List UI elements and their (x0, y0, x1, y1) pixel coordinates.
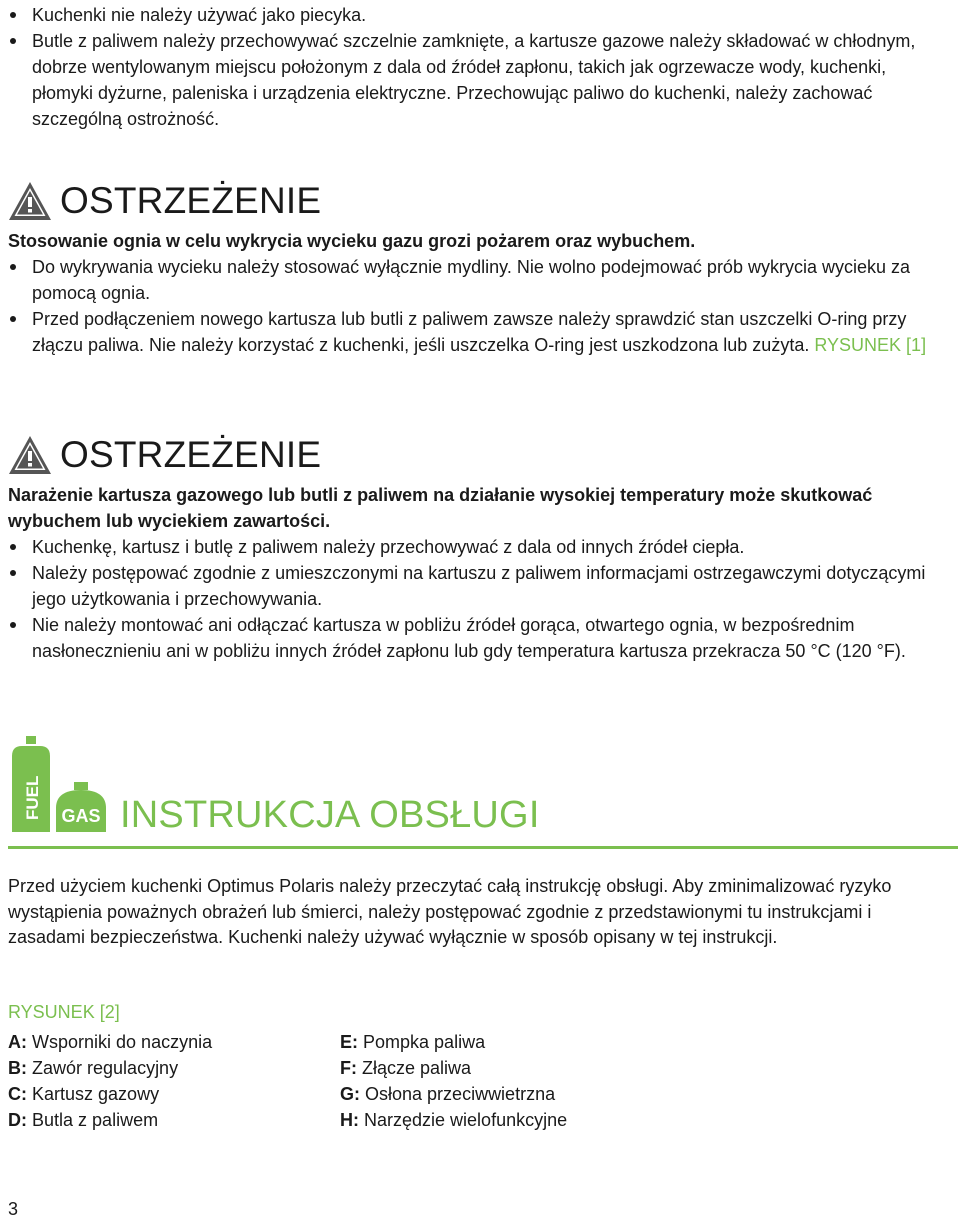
part-label: Złącze paliwa (362, 1058, 472, 1078)
instructions-header (8, 736, 958, 848)
warning-bullet-list (0, 534, 953, 664)
list-item: Nie należy montować ani odłączać kartusza w pobliżu źródeł gorąca, otwartego ognia, w bezpośrednim nasłonecznieniu ani w pobliżu innych źródeł zapłonu lub gdy temperatura kartusza przekracza 50 °C (120 °F). (0, 612, 953, 664)
part-key: F: (340, 1058, 357, 1078)
part-label: Osłona przeciwwietrzna (365, 1084, 556, 1104)
part-label: Kartusz gazowy (32, 1084, 160, 1104)
part-label: Butla z paliwem (32, 1110, 159, 1130)
fuel-gas-icon (8, 736, 118, 836)
part-key: E: (340, 1032, 358, 1052)
part-key: C: (8, 1084, 27, 1104)
warning-title: OSTRZEŻENIE (60, 434, 322, 475)
figure-label: RYSUNEK [2] (8, 1002, 120, 1022)
list-item: Kuchenkę, kartusz i butlę z paliwem należy przechowywać z dala od innych źródeł ciepła. (0, 534, 953, 560)
warning-section-heat (8, 432, 953, 664)
warning-header (8, 432, 953, 478)
warning-header (8, 178, 953, 224)
warning-lead: Stosowanie ognia w celu wykrycia wycieku gazu grozi pożarem oraz wybuchem. (8, 231, 696, 251)
badge-gas-label: GAS (61, 806, 101, 826)
parts-list-right (340, 1029, 760, 1133)
list-item-text: Przed podłączeniem nowego kartusza lub butli z paliwem zawsze należy sprawdzić stan uszczelki O-ring przy złączu paliwa. Nie należy korzystać z kuchenki, jeśli uszczelka O-ring jest uszkodzona lub zużyta. (32, 309, 907, 355)
part-item (340, 1081, 760, 1107)
part-item (8, 1081, 328, 1107)
part-label: Wsporniki do naczynia (32, 1032, 213, 1052)
parts-list-left (8, 1029, 328, 1133)
badge-fuel-label: FUEL (23, 775, 42, 820)
list-item: Do wykrywania wycieku należy stosować wyłącznie mydliny. Nie wolno podejmować prób wykrycia wycieku za pomocą ognia. (0, 254, 953, 306)
part-label: Zawór regulacyjny (32, 1058, 179, 1078)
part-item (8, 1055, 328, 1081)
intro-paragraph: Przed użyciem kuchenki Optimus Polaris należy przeczytać całą instrukcję obsługi. Aby zminimalizować ryzyko wystąpienia poważnych obrażeń lub śmierci, należy postępować zgodnie z przedstawionymi tu instrukcjami i zasadami bezpieczeństwa. Kuchenki należy używać wyłącznie w sposób opisany w tej instrukcji. (8, 876, 892, 947)
warning-section-gas-leak (8, 178, 953, 358)
part-item (8, 1029, 328, 1055)
part-key: A: (8, 1032, 27, 1052)
part-label: Narzędzie wielofunkcyjne (364, 1110, 568, 1130)
warning-triangle-icon (8, 181, 52, 221)
warning-bullet-list (0, 254, 953, 358)
page-number: 3 (8, 1199, 19, 1219)
list-item: Butle z paliwem należy przechowywać szczelnie zamknięte, a kartusze gazowe należy składować w chłodnym, dobrze wentylowanym miejscu położonym z dala od źródeł zapłonu, takich jak ogrzewacze wody, kuchenki, płomyki dyżurne, paleniska i urządzenia elektryczne. Przechowując paliwo do kuchenki, należy zachować szczególną ostrożność. (0, 28, 950, 132)
warning-lead: Narażenie kartusza gazowego lub butli z paliwem na działanie wysokiej temperatury może skutkować wybuchem lub wyciekiem zawartości. (8, 485, 873, 531)
list-item (0, 306, 953, 358)
part-key: B: (8, 1058, 27, 1078)
part-item (8, 1107, 328, 1133)
warning-title: OSTRZEŻENIE (60, 180, 322, 221)
section-divider (8, 846, 958, 849)
part-item (340, 1029, 760, 1055)
part-key: G: (340, 1084, 360, 1104)
part-key: D: (8, 1110, 27, 1130)
warning-triangle-icon (8, 435, 52, 475)
section-title: INSTRUKCJA OBSŁUGI (120, 794, 540, 836)
top-bullet-list (0, 2, 950, 132)
part-key: H: (340, 1110, 359, 1130)
figure-reference: RYSUNEK [1] (814, 335, 927, 355)
list-item: Należy postępować zgodnie z umieszczonymi na kartuszu z paliwem informacjami ostrzegawczymi dotyczącymi jego użytkowania i przechowywania. (0, 560, 953, 612)
part-item (340, 1107, 760, 1133)
part-label: Pompka paliwa (363, 1032, 486, 1052)
list-item: Kuchenki nie należy używać jako piecyka. (0, 2, 950, 28)
part-item (340, 1055, 760, 1081)
